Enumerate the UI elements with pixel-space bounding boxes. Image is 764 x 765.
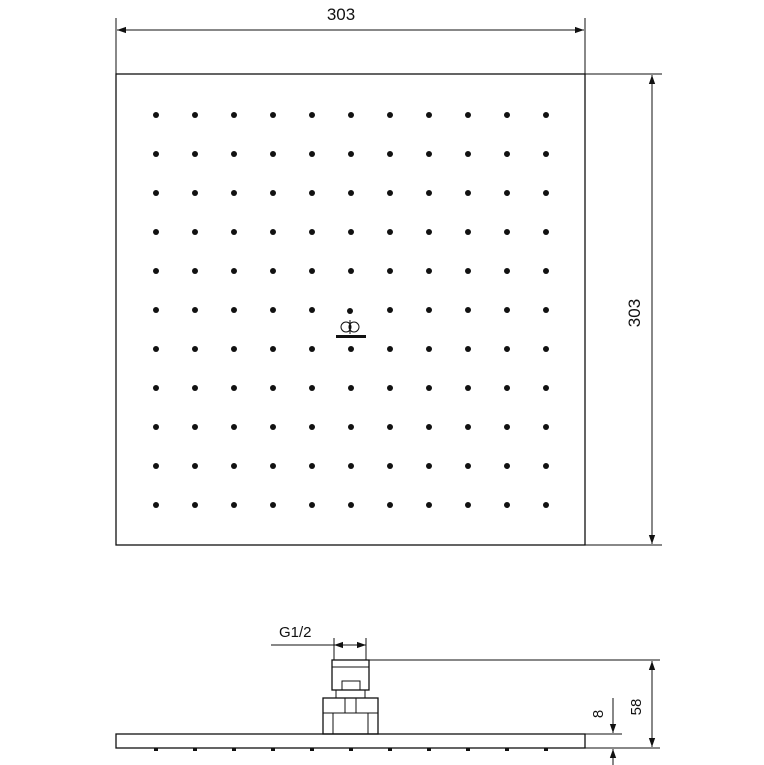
nozzle [465,502,471,508]
nozzle [543,424,549,430]
nozzle-tip [505,748,509,751]
side-view [116,624,660,765]
height-dimension [585,74,662,545]
nozzle [465,463,471,469]
total-height-dimension [369,660,660,748]
nozzle [504,190,510,196]
nozzle [309,151,315,157]
nozzle [231,190,237,196]
nozzle [426,385,432,391]
nozzle-tip [427,748,431,751]
thread-label: G1/2 [279,624,312,641]
nozzle [270,229,276,235]
nozzle [192,190,198,196]
nozzle-tip [388,748,392,751]
nozzle-tip [544,748,548,751]
nozzle [504,385,510,391]
nozzle [270,151,276,157]
nozzle [426,502,432,508]
nozzle [543,463,549,469]
nozzle [426,268,432,274]
nozzle [387,229,393,235]
nozzle [153,463,159,469]
nozzle [387,307,393,313]
nozzle-tip [310,748,314,751]
nozzle [543,502,549,508]
nozzle [426,151,432,157]
nozzle [504,424,510,430]
nozzle [231,502,237,508]
nozzle [387,268,393,274]
nozzle [465,346,471,352]
nozzle [387,424,393,430]
nozzle [270,502,276,508]
nozzle [465,190,471,196]
nozzle [348,463,354,469]
nozzle [270,385,276,391]
nozzle [309,307,315,313]
nozzle [231,424,237,430]
nozzle [153,268,159,274]
nozzle-tip [154,748,158,751]
nozzle [309,112,315,118]
nozzle [270,190,276,196]
nozzle [465,424,471,430]
shower-plate-profile [116,734,585,748]
nozzle [231,346,237,352]
nozzle [387,346,393,352]
nozzle [153,502,159,508]
nozzle [231,151,237,157]
nozzle [504,346,510,352]
nozzle [426,112,432,118]
nozzle [270,307,276,313]
nozzle [465,268,471,274]
nozzle [465,151,471,157]
nozzle [387,502,393,508]
nozzle [192,112,198,118]
nozzle [504,502,510,508]
ideal-standard-logo-icon [347,308,353,314]
nozzle [348,385,354,391]
nozzle [426,307,432,313]
nozzle [504,229,510,235]
nozzle [348,346,354,352]
nozzle [231,229,237,235]
nozzle [192,463,198,469]
nozzle [504,307,510,313]
nozzle-tip [349,748,353,751]
nozzle [426,424,432,430]
nozzle [426,190,432,196]
nozzle [504,268,510,274]
ball-joint [336,690,365,698]
width-dimension [116,5,585,74]
nozzle [465,112,471,118]
nozzle [387,190,393,196]
nozzle [426,463,432,469]
thread-nut [332,660,369,690]
nozzle [192,151,198,157]
nozzle [465,307,471,313]
nozzle [387,151,393,157]
nozzle [153,190,159,196]
nozzle [387,112,393,118]
top-view [116,5,662,545]
height-dimension-label: 303 [625,298,644,328]
nozzle-tip [193,748,197,751]
nozzle [231,463,237,469]
nozzle-tip [466,748,470,751]
nozzle [543,268,549,274]
nozzle [426,346,432,352]
nozzle [426,229,432,235]
nozzle [348,190,354,196]
nozzle [153,307,159,313]
nozzle [309,385,315,391]
mounting-nut [323,698,378,734]
nozzle [348,151,354,157]
nozzle [270,346,276,352]
nozzle [192,385,198,391]
nozzle [192,502,198,508]
nozzle [153,229,159,235]
nozzle [231,307,237,313]
nozzle [153,346,159,352]
brand-emblem [336,320,366,338]
nozzle [270,424,276,430]
nozzle [309,229,315,235]
nozzle [153,385,159,391]
thread-dimension [271,624,366,660]
nozzle [465,385,471,391]
nozzle [348,268,354,274]
nozzle [348,229,354,235]
nozzle [543,385,549,391]
nozzle [153,151,159,157]
nozzle [504,463,510,469]
nozzle [270,463,276,469]
nozzle [309,268,315,274]
plate-thickness-dimension [585,698,622,765]
nozzle [543,112,549,118]
nozzle [192,346,198,352]
total-height-label: 58 [628,698,645,716]
plate-thickness-label: 8 [590,709,607,719]
nozzle [192,424,198,430]
nozzle [504,151,510,157]
connector [323,660,378,734]
nozzle [309,502,315,508]
nozzle [231,112,237,118]
nozzle [309,424,315,430]
nozzle [387,463,393,469]
nozzle [153,424,159,430]
nozzle [543,229,549,235]
nozzle [543,151,549,157]
width-dimension-label: 303 [326,5,356,24]
nozzle [231,268,237,274]
nozzle [192,268,198,274]
nozzle-tip [232,748,236,751]
logo-mark [336,308,366,338]
nozzle [543,346,549,352]
nozzle [192,229,198,235]
nozzle [192,307,198,313]
nozzle [348,112,354,118]
nozzle [270,112,276,118]
nozzle [543,307,549,313]
nozzle-tip [271,748,275,751]
nozzle [153,112,159,118]
nozzle [348,502,354,508]
nozzle [231,385,237,391]
nozzle [504,112,510,118]
nozzle [309,346,315,352]
nozzle [348,424,354,430]
nozzle [309,190,315,196]
nozzle [543,190,549,196]
nozzle [387,385,393,391]
nozzle [270,268,276,274]
nozzle [309,463,315,469]
nozzle [465,229,471,235]
